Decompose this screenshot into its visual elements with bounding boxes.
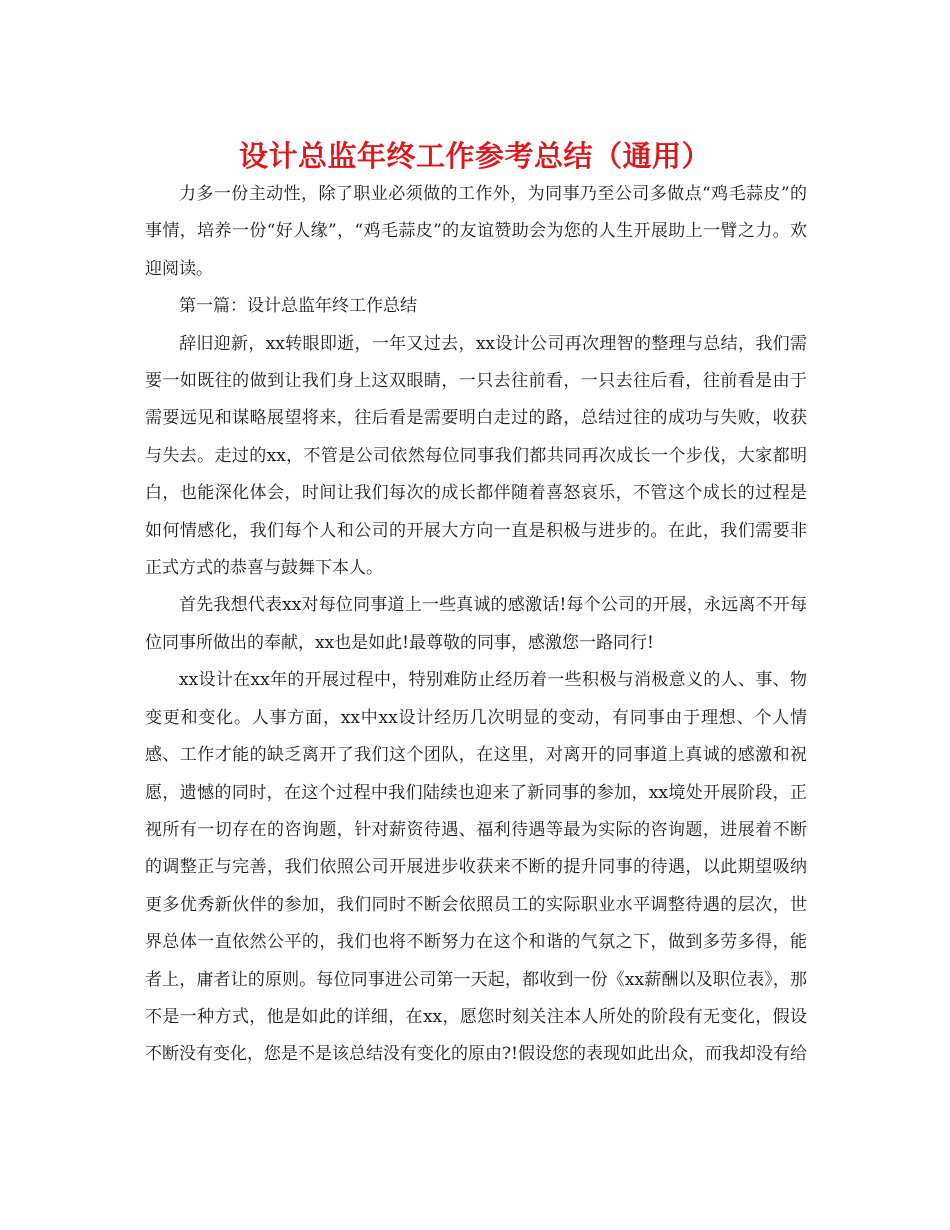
paragraph-intro: 力多一份主动性，除了职业必须做的工作外，为同事乃至公司多做点“鸡毛蒜皮”的事情，培养一份“好人缘”，“鸡毛蒜皮”的友谊赞助会为您的人生开展助上一臂之力。欢迎阅读。 (145, 184, 807, 279)
paragraph-thanks: 首先我想代表xx对每位同事道上一些真诚的感激话!每个公司的开展，永远离不开每位同事所做出的奉献，xx也是如此!最尊敬的同事，感激您一路同行! (145, 595, 807, 653)
document-body (145, 176, 807, 1074)
section-heading: 第一篇：设计总监年终工作总结 (179, 296, 417, 317)
paragraph-review: 辞旧迎新，xx转眼即逝，一年又过去，xx设计公司再次理智的整理与总结，我们需要一如既往的做到让我们身上这双眼睛，一只去往前看，一只去往后看，往前看是由于需要远见和谋略展望将来，往后看是需要明白走过的路，总结过往的成功与失败，收获与失去。走过的xx，不管是公司依然每位同事我们都共同再次成长一个步伐，大家都明白，也能深化体会，时间让我们每次的成长都伴随着喜怒哀乐，不管这个成长的过程是如何情感化，我们每个人和公司的开展大方向一直是积极与进步的。在此，我们需要非正式方式的恭喜与鼓舞下本人。 (145, 333, 807, 579)
document-title: 设计总监年终工作参考总结（通用） (238, 139, 711, 173)
paragraph-development: xx设计在xx年的开展过程中，特别难防止经历着一些积极与消极意义的人、事、物变更和变化。人事方面，xx中xx设计经历几次明显的变动，有同事由于理想、个人情感、工作才能的缺乏离开了我们这个团队，在这里，对离开的同事道上真诚的感激和祝愿，遗憾的同时，在这个过程中我们陆续也迎来了新同事的参加，xx境处开展阶段，正视所有一切存在的咨询题，针对薪资待遇、福利待遇等最为实际的咨询题，进展着不断的调整正与完善，我们依照公司开展进步收获来不断的提升同事的待遇，以此期望吸纳更多优秀新伙伴的参加，我们同时不断会依照员工的实际职业水平调整待遇的层次，世界总体一直依然公平的，我们也将不断努力在这个和谐的气氛之下，做到多劳多得，能者上，庸者让的原则。每位同事进公司第一天起，都收到一份《xx薪酬以及职位表》，那不是一种方式，他是如此的详细，在xx，愿您时刻关注本人所处的阶段有无变化，假设不断没有变化，您是不是该总结没有变化的原由?!假设您的表现如此出众，而我却没有给 (145, 670, 807, 1065)
